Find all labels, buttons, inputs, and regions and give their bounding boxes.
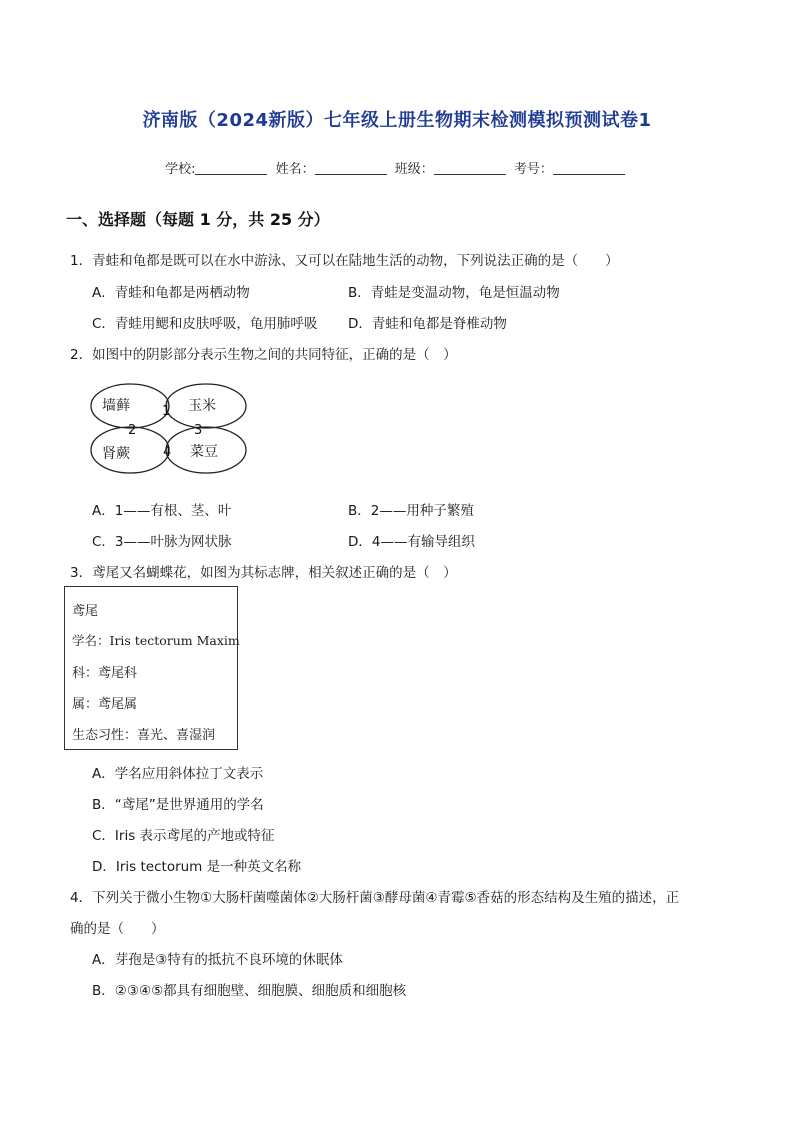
question-3-stem: 3．鸢尾又名蝴蝶花，如图为其标志牌，相关叙述正确的是（ ）: [70, 565, 457, 581]
placard-scientific-name: 学名：Iris tectorum Maxim: [72, 633, 240, 648]
placard-genus: 属：鸢尾属: [72, 697, 138, 712]
q2-option-c[interactable]: C．3——叶脉为网状脉: [92, 534, 232, 550]
q2-option-a[interactable]: A．1——有根、茎、叶: [92, 503, 232, 519]
q2-option-b[interactable]: B．2——用种子繁殖: [348, 503, 474, 519]
placard-habit: 生态习性：喜光、喜湿润: [72, 728, 216, 743]
q3-option-c[interactable]: C．Iris 表示鸢尾的产地或特征: [92, 828, 275, 844]
q1-option-c[interactable]: C．青蛙用鳃和皮肤呼吸，龟用肺呼吸: [92, 316, 318, 332]
student-info-line: [0, 158, 794, 177]
q2-option-d[interactable]: D．4——有输导组织: [348, 534, 475, 550]
school-label: 学校:: [165, 162, 196, 177]
number-blank[interactable]: [553, 162, 625, 175]
class-label: 班级：: [394, 162, 434, 177]
name-label: 姓名：: [275, 162, 315, 177]
region-2-number: 2: [128, 423, 137, 438]
class-blank[interactable]: [434, 162, 506, 175]
q3-option-d[interactable]: D．Iris tectorum 是一种英文名称: [92, 859, 302, 875]
number-label: 考号：: [513, 162, 553, 177]
school-blank[interactable]: [195, 162, 267, 175]
bean-label: 菜豆: [190, 444, 218, 460]
q1-option-d[interactable]: D．青蛙和龟都是脊椎动物: [348, 316, 507, 332]
placard-name: 鸢尾: [72, 604, 99, 619]
section-heading: 一、选择题（每题 1 分，共 25 分）: [66, 210, 330, 229]
moss-label: 墙藓: [102, 398, 130, 414]
region-1-number: 1: [162, 404, 171, 419]
question-4-stem-line2: 确的是（ ）: [70, 921, 165, 937]
q3-option-a[interactable]: A．学名应用斜体拉丁文表示: [92, 766, 264, 782]
q4-option-a[interactable]: A．芽孢是③特有的抵抗不良环境的休眠体: [92, 952, 343, 968]
name-blank[interactable]: [315, 162, 387, 175]
q4-option-b[interactable]: B．②③④⑤都具有细胞壁、细胞膜、细胞质和细胞核: [92, 983, 407, 999]
q1-option-a[interactable]: A．青蛙和龟都是两栖动物: [92, 285, 250, 301]
question-2-stem: 2．如图中的阴影部分表示生物之间的共同特征，正确的是（ ）: [70, 347, 457, 363]
q3-option-b[interactable]: B．“鸢尾”是世界通用的学名: [92, 797, 264, 813]
region-4-number: 4: [163, 445, 172, 460]
venn-diagram: [86, 382, 252, 482]
question-4-stem-line1: 4．下列关于微小生物①大肠杆菌噬菌体②大肠杆菌③酵母菌④青霉⑤香菇的形态结构及生殖的描述，正: [70, 890, 680, 906]
question-1-stem: 1．青蛙和龟都是既可以在水中游泳、又可以在陆地生活的动物，下列说法正确的是（ ）: [70, 253, 619, 269]
region-3-number: 3: [194, 423, 203, 438]
exam-title: 济南版（2024新版）七年级上册生物期末检测模拟预测试卷1: [142, 110, 652, 131]
iris-placard: [64, 586, 238, 750]
fern-label: 肾蕨: [102, 446, 130, 462]
corn-label: 玉米: [188, 398, 216, 414]
q1-option-b[interactable]: B．青蛙是变温动物，龟是恒温动物: [348, 285, 560, 301]
placard-family: 科：鸢尾科: [72, 666, 138, 681]
